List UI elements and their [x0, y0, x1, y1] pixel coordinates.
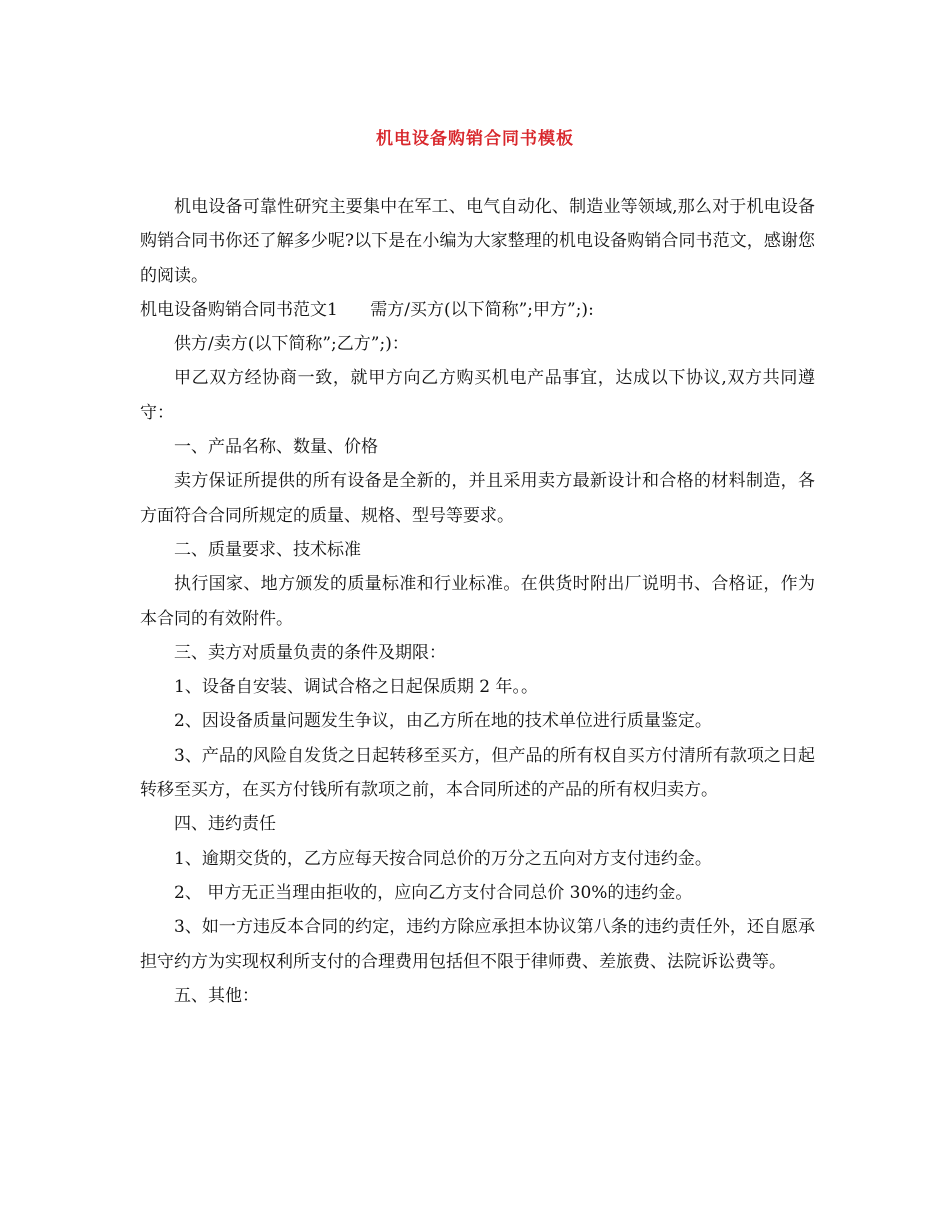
paragraph-agreement: 甲乙双方经协商一致，就甲方向乙方购买机电产品事宜，达成以下协议,双方共同遵守：: [140, 368, 815, 423]
paragraph-section-2: 执行国家、地方颁发的质量标准和行业标准。在供货时附出厂说明书、合格证，作为本合同的有效附件。: [140, 574, 815, 629]
paragraph-sample-heading: 机电设备购销合同书范文1 需方/买方(以下简称”;甲方”;):: [140, 299, 594, 320]
clause-4-3: 3、如一方违反本合同的约定，违约方除应承担本协议第八条的违约责任外，还自愿承担守约方为实现权利所支付的合理费用包括但不限于律师费、差旅费、法院诉讼费等。: [140, 917, 815, 972]
clause-4-1: 1、逾期交货的，乙方应每天按合同总价的万分之五向对方支付违约金。: [174, 848, 712, 869]
clause-3-3: 3、产品的风险自发货之日起转移至买方，但产品的所有权自买方付清所有款项之日起转移至买方，在买方付钱所有款项之前，本合同所述的产品的所有权归卖方。: [140, 745, 815, 801]
document-title: 机电设备购销合同书模板: [376, 129, 574, 149]
clause-4-2: 2、 甲方无正当理由拒收的，应向乙方支付合同总价 30%的违约金。: [174, 882, 693, 903]
clause-3-2: 2、因设备质量问题发生争议，由乙方所在地的技术单位进行质量鉴定。: [174, 711, 712, 732]
document-body: [140, 190, 815, 1013]
section-heading-5: 五、其他：: [174, 985, 259, 1006]
clause-3-1: 1、设备自安装、调试合格之日起保质期 2 年。。: [174, 677, 538, 698]
paragraph-supplier: 供方/卖方(以下简称”;乙方”;)：: [174, 334, 409, 355]
paragraph-intro: 机电设备可靠性研究主要集中在军工、电气自动化、制造业等领域,那么对于机电设备购销合同书你还了解多少呢?以下是在小编为大家整理的机电设备购销合同书范文，感谢您的阅读。: [140, 197, 815, 286]
section-heading-2: 二、质量要求、技术标准: [174, 539, 361, 560]
section-heading-1: 一、产品名称、数量、价格: [174, 437, 378, 458]
paragraph-section-1: 卖方保证所提供的所有设备是全新的，并且采用卖方最新设计和合格的材料制造，各方面符合合同所规定的质量、规格、型号等要求。: [140, 471, 815, 526]
section-heading-4: 四、违约责任: [174, 814, 276, 835]
section-heading-3: 三、卖方对质量负责的条件及期限：: [174, 642, 446, 663]
